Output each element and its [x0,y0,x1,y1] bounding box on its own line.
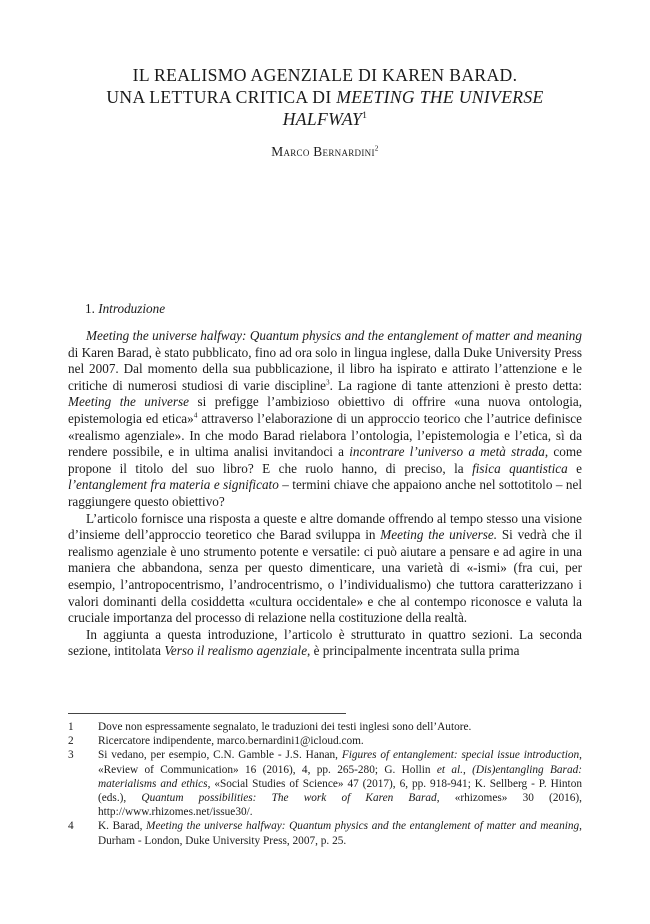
paragraph-2 [68,511,582,627]
footnote-ref-4: 4 [193,411,198,420]
text-span: L’articolo fornisce una risposta a queste e altre domande offrendo al tempo stesso una visione d’insieme dell’approccio teoretico che Barad sviluppa in [68,510,582,543]
body-text [68,328,582,660]
footnote-text [98,748,582,819]
title-line-3-italic: HALFWAY [282,109,363,129]
text-span: si prefigge l’ambizioso obiettivo di offrire «una nuova ontologia, epistemologia ed etica» [68,394,583,426]
text-span: , «Social Studies of Science» 47 (2017), 6, pp. 918-941; K. Sellberg - P. Hinton (eds.), [98,777,582,805]
author-line [60,144,590,160]
text-span: Si vedano, per esempio, C.N. Gamble - J.S. Hanan, [98,749,342,762]
footnotes [68,720,582,848]
italic-span: Quantum possibilities: The work of Karen Barad [141,792,437,805]
italic-span: fisica quantistica [472,460,568,476]
text-span: , [462,763,473,776]
section-title: Introduzione [98,301,166,316]
footnote-number: 4 [68,820,74,833]
italic-span: Verso il realismo agenziale [164,643,308,659]
text-span: – termini chiave che appaiono anche nel sottotitolo – nel raggiungere questo obiettivo? [68,477,582,509]
italic-span: incontrare l’universo a metà strada [349,444,545,460]
title-line-2-italic: MEETING THE UNIVERSE [336,87,544,107]
author-footnote-ref: 2 [374,143,379,153]
footnote-1 [68,720,582,734]
section-heading [85,301,165,317]
text-span: , «rhizomes» 30 (2016), http://www.rhizomes.net/issue30/. [98,792,582,819]
italic-span: l’entanglement fra materia e significato [68,477,279,493]
footnote-3 [68,748,582,819]
author-name: Marco Bernardini [271,144,375,159]
text-span: Si vedrà che il realismo agenziale è uno strumento potente e versatile: ci può aiutare a pensare e ad agire in una maniera che abbandona, senza per questo dimenticare, una varietà di «-ismi» (fra cui, per esempio, l’antropocentrismo, l’androcentrismo, o l’individualismo) che tuttora caratterizzano i valori dominanti della cosiddetta «cultura occidentale» e che al contempo riconosce e valuta la cruciale importanza del processo di relazione nella costituzione della realtà. [68,527,582,626]
text-span: , è principalmente incentrata sulla prima [307,643,520,659]
text-span: di Karen Barad, è stato pubblicato, fino ad ora solo in lingua inglese, dalla Duke University Press nel 2007. Dal momento della sua pubblicazione, il libro ha ispirato e attirato l’attenzione e le critiche di numerosi studiosi di varie discipline [68,344,582,393]
book-title-italic: Meeting the universe halfway: Quantum physics and the entanglement of matter and meaning [86,328,582,343]
text-span: K. Barad, [98,820,147,833]
title-line-2-prefix: UNA LETTURA CRITICA DI [106,87,337,107]
footnote-number: 3 [68,749,74,762]
title-line-1: IL REALISMO AGENZIALE DI KAREN BARAD. [132,65,518,85]
italic-span: Figures of entanglement: special issue introduction [341,749,580,762]
italic-span: Meeting the universe. [380,527,498,543]
title-footnote-ref: 1 [362,110,368,122]
italic-span: (Dis)entangling Barad: materialisms and ethics [98,763,583,790]
text-span: , «Review of Communication» 16 (2016), 4, pp. 265-280; G. Hollin [98,749,582,776]
footnote-number: 2 [68,735,74,748]
text-span: attraverso l’elaborazione di un approccio teorico che l’autrice definisce «realismo agenziale». In che modo Barad rielabora l’ontologia, l’epistemologia e l’etica, sì da rendere possibile, e in ultima analisi invitandoci a [68,410,582,460]
italic-span: et al. [436,763,463,776]
italic-span: Meeting the universe halfway: Quantum physics and the entanglement of matter and meaning [146,820,580,833]
article-title [60,64,590,130]
text-span: e [567,460,583,476]
footnote-text: Dove non espressamente segnalato, le traduzioni dei testi inglesi sono dell’Autore. [98,721,472,733]
footnote-text: Ricercatore indipendente, marco.bernardini1@icloud.com. [98,735,364,748]
footnote-number: 1 [68,721,74,733]
section-number: 1. [85,301,95,316]
footnote-divider [68,713,346,714]
text-span: , Durham - London, Duke University Press, 2007, p. 25. [98,820,582,847]
text-span: , come propone il titolo del suo libro? E che ruolo hanno, di preciso, la [68,444,582,476]
footnote-4 [68,819,582,847]
footnote-text [98,819,582,847]
footnote-2 [68,734,582,748]
text-span: In aggiunta a questa introduzione, l’articolo è strutturato in quattro sezioni. La seconda sezione, intitolata [68,626,582,659]
paragraph-1 [68,328,582,511]
footnote-ref-3: 3 [326,378,330,387]
italic-span: Meeting the universe [68,394,189,410]
text-span: . La ragione di tante attenzioni è presto detta: [329,377,582,393]
paragraph-3 [68,627,582,660]
